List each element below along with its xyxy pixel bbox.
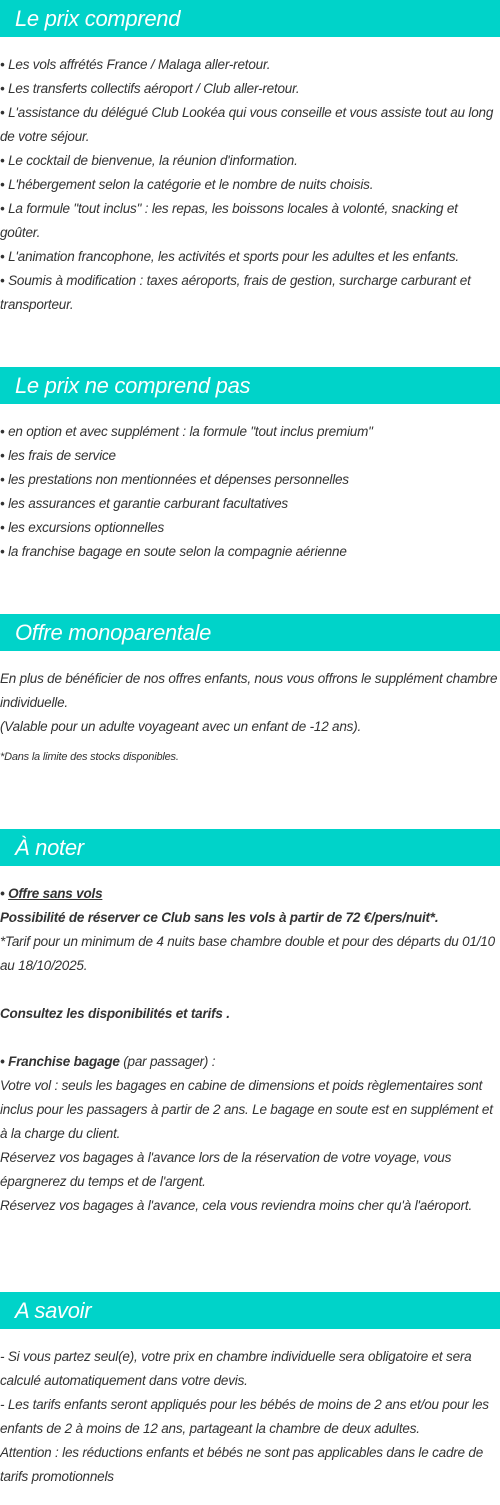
section-good-to-know	[0, 1292, 500, 1489]
list-item: • la franchise bagage en soute selon la compagnie aérienne	[0, 544, 347, 559]
list-item: • les prestations non mentionnées et dépenses personnelles	[0, 472, 349, 487]
baggage-title: Franchise bagage	[8, 1054, 120, 1069]
spacer	[0, 978, 500, 1002]
offer-heading: • Offre sans vols	[0, 886, 103, 901]
footnote: *Dans la limite des stocks disponibles.	[0, 751, 179, 763]
section-body	[0, 404, 500, 564]
baggage-subtitle: (par passager) :	[119, 1054, 216, 1069]
spacer	[0, 1026, 500, 1050]
paragraph: En plus de bénéficier de nos offres enfants, nous vous offrons le supplément chambre individuelle.	[0, 671, 498, 710]
list-item: • en option et avec supplément : la formule "tout inclus premium"	[0, 424, 373, 439]
offer-text: Possibilité de réserver ce Club sans les vols à partir de 72 €/pers/nuit*.	[0, 910, 439, 925]
section-title: À noter	[0, 829, 500, 866]
section-title: Le prix ne comprend pas	[0, 367, 500, 404]
list-item: - Les tarifs enfants seront appliqués pour les bébés de moins de 2 ans et/ou pour les enfants de 2 à moins de 12 ans, partageant la chambre de deux adultes.	[0, 1397, 489, 1436]
list-item: Attention : les réductions enfants et bébés ne sont pas applicables dans le cadre de tarifs promotionnels	[0, 1445, 484, 1484]
offer-note: *Tarif pour un minimum de 4 nuits base chambre double et pour des départs du 01/10 au 18/10/2025.	[0, 934, 495, 973]
baggage-heading: • Franchise bagage (par passager) :	[0, 1054, 216, 1069]
section-notes	[0, 829, 500, 1218]
list-item: • les assurances et garantie carburant facultatives	[0, 496, 288, 511]
section-single-parent-offer	[0, 614, 500, 765]
paragraph: Votre vol : seuls les bagages en cabine de dimensions et poids règlementaires sont inclus pour les passagers à partir de 2 ans. Le bagage en soute est en supplément et à la charge du client.	[0, 1078, 493, 1141]
section-body	[0, 866, 500, 1218]
section-price-includes	[0, 0, 500, 317]
list-item: • les frais de service	[0, 448, 116, 463]
section-title: A savoir	[0, 1292, 500, 1329]
section-title: Offre monoparentale	[0, 614, 500, 651]
list-item: • Les transferts collectifs aéroport / Club aller-retour.	[0, 81, 300, 96]
section-body	[0, 651, 500, 765]
list-item: • La formule "tout inclus" : les repas, les boissons locales à volonté, snacking et goûter.	[0, 201, 458, 240]
list-item: • Le cocktail de bienvenue, la réunion d'information.	[0, 153, 298, 168]
section-body	[0, 1329, 500, 1489]
list-item: • Soumis à modification : taxes aéroports, frais de gestion, surcharge carburant et transporteur.	[0, 273, 471, 312]
section-body	[0, 37, 500, 317]
section-title: Le prix comprend	[0, 0, 500, 37]
list-item: • L'hébergement selon la catégorie et le nombre de nuits choisis.	[0, 177, 374, 192]
paragraph: (Valable pour un adulte voyageant avec un enfant de -12 ans).	[0, 719, 362, 734]
consult-link[interactable]: Consultez les disponibilités et tarifs .	[0, 1006, 230, 1021]
list-item: - Si vous partez seul(e), votre prix en chambre individuelle sera obligatoire et sera calculé automatiquement dans votre devis.	[0, 1349, 472, 1388]
offer-title: Offre sans vols	[8, 886, 103, 901]
list-item: • L'animation francophone, les activités et sports pour les adultes et les enfants.	[0, 249, 459, 264]
paragraph: Réservez vos bagages à l'avance lors de la réservation de votre voyage, vous épargnerez du temps et de l'argent.	[0, 1150, 452, 1189]
paragraph: Réservez vos bagages à l'avance, cela vous reviendra moins cher qu'à l'aéroport.	[0, 1198, 472, 1213]
list-item: • Les vols affrétés France / Malaga aller-retour.	[0, 57, 271, 72]
list-item: • L'assistance du délégué Club Lookéa qui vous conseille et vous assiste tout au long de votre séjour.	[0, 105, 494, 144]
list-item: • les excursions optionnelles	[0, 520, 165, 535]
section-price-excludes	[0, 367, 500, 564]
